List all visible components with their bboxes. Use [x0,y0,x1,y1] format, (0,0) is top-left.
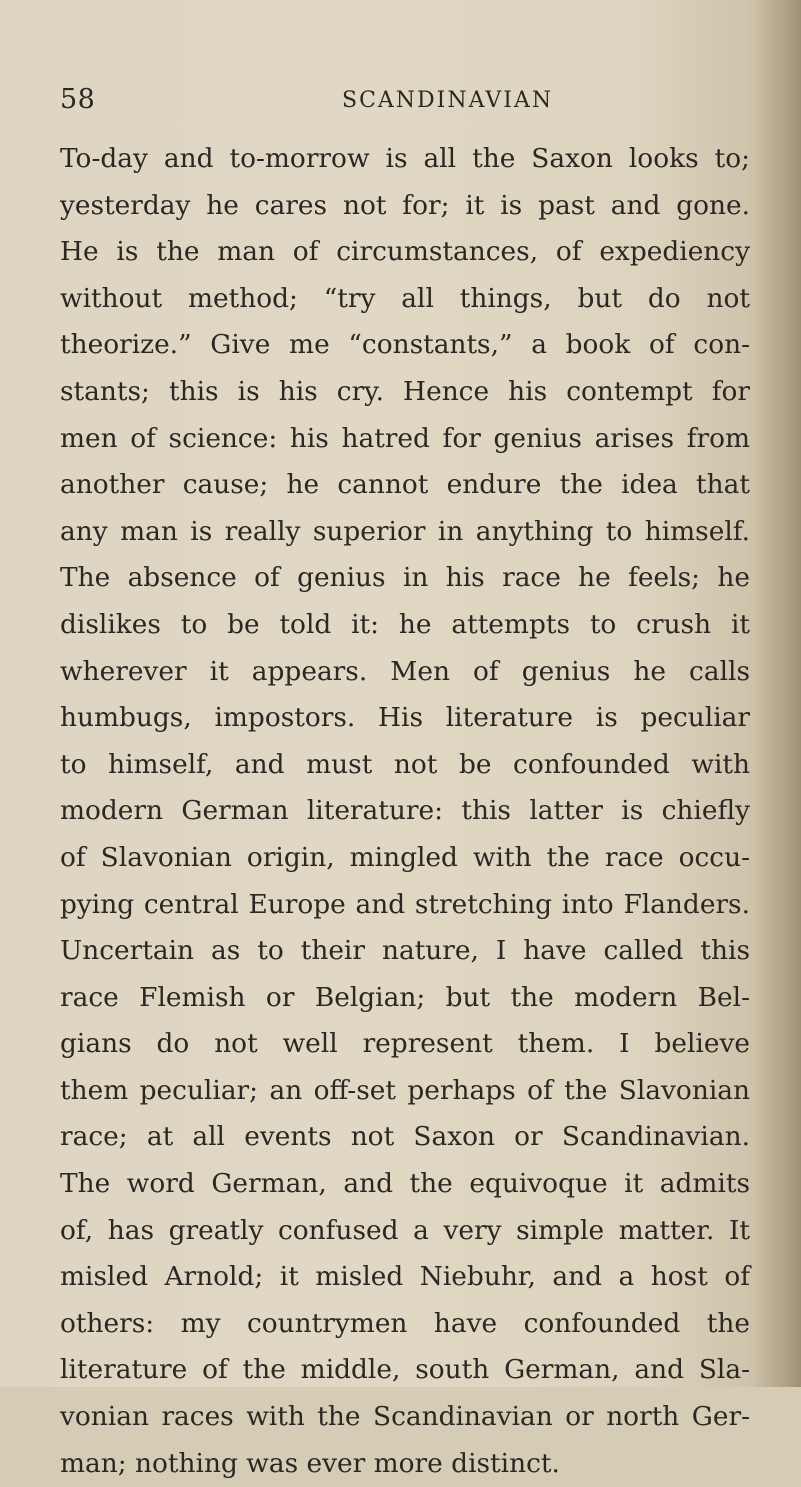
text-line: any man is really superior in anything to himself. [60,515,750,547]
text-line: dislikes to be told it: he attempts to crush it [60,608,750,640]
text-line: wherever it appears. Men of genius he calls [60,655,750,687]
text-line: Uncertain as to their nature, I have called this [60,935,750,967]
text-line: others: my countrymen have confounded the [60,1307,750,1339]
text-line: modern German literature: this latter is chiefly [60,795,750,827]
text-line: men of science: his hatred for genius arises from [60,422,750,454]
text-line: The absence of genius in his race he feels; he [60,562,750,594]
text-line: stants; this is his cry. Hence his contempt for [60,375,750,407]
text-line: race Flemish or Belgian; but the modern Bel- [60,981,750,1013]
text-line: of, has greatly confused a very simple matter. It [60,1214,750,1246]
text-line-last: man; nothing was ever more distinct. [60,1447,560,1479]
text-line: pying central Europe and stretching into Flanders. [60,888,750,920]
text-line: vonian races with the Scandinavian or north Ger- [60,1401,750,1433]
text-line: He is the man of circumstances, of expediency [60,236,750,268]
text-line: theorize.” Give me “constants,” a book of con- [60,329,750,361]
text-line: To-day and to-morrow is all the Saxon looks to; [60,143,750,174]
page-edge-shadow [753,0,801,1387]
text-line: without method; “try all things, but do not [60,282,750,314]
text-line: gians do not well represent them. I believe [60,1028,750,1060]
page-number: 58 [60,84,96,115]
text-line: The word German, and the equivoque it admits [60,1168,750,1200]
text-line: humbugs, impostors. His literature is peculiar [60,702,750,734]
text-line: race; at all events not Saxon or Scandinavian. [60,1121,750,1153]
text-line: misled Arnold; it misled Niebuhr, and a host of [60,1261,750,1293]
text-line: to himself, and must not be confounded with [60,748,750,780]
running-head-title: SCANDINAVIAN [342,88,554,113]
text-line: of Slavonian origin, mingled with the race occu- [60,841,750,873]
text-line: yesterday he cares not for; it is past and gone. [60,189,750,221]
body-text [60,136,750,1487]
text-line: them peculiar; an off-set perhaps of the Slavonian [60,1074,750,1106]
running-head [60,84,750,120]
text-line: another cause; he cannot endure the idea that [60,469,750,501]
text-line: literature of the middle, south German, and Sla- [60,1354,750,1386]
